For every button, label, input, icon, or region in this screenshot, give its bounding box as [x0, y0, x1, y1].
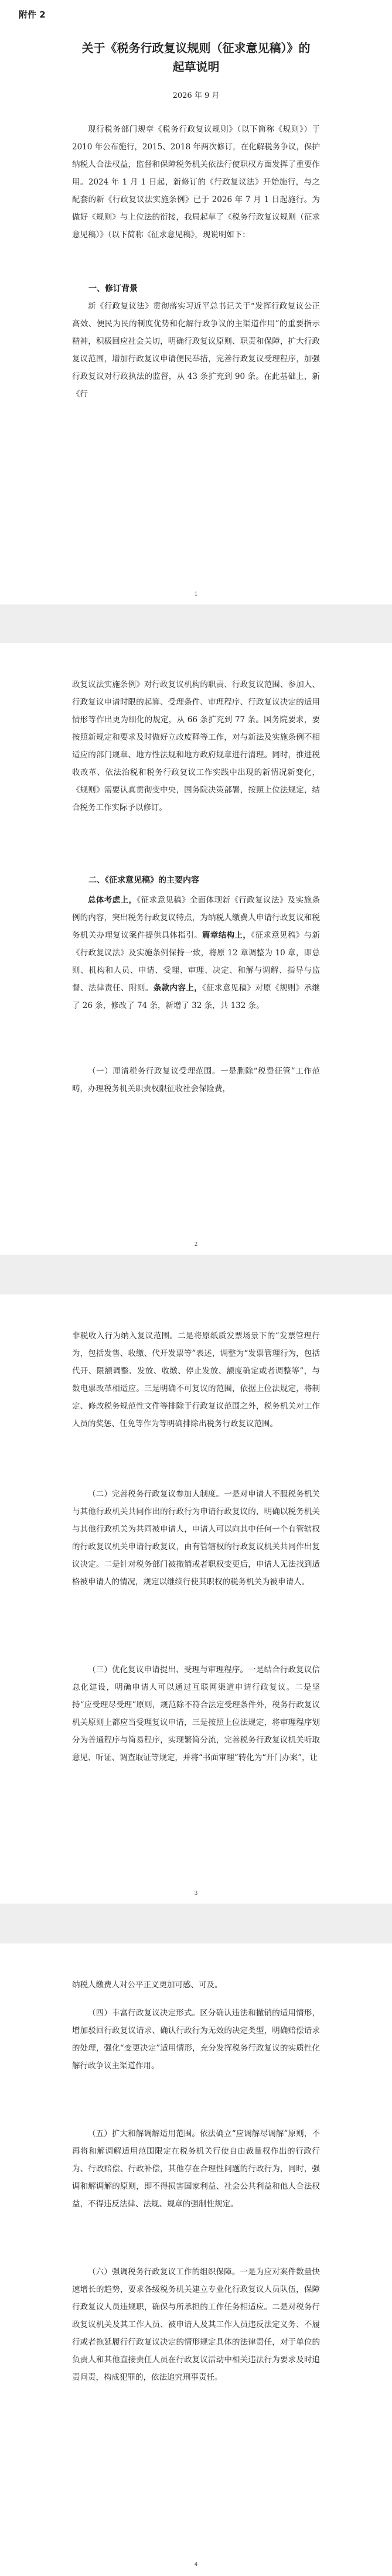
item-6-paragraph: （六）强调税务行政复议工作的组织保障。一是为应对案件数量快速增长的趋势，要求各级税务机关建立专业化行政复议人员队伍，保障行政复议人员违规职，确保与所承担的工作任务相适应。二是对税务行政复议机关及其工作人员、被申请人及其工作人员违反法定义务、不履行或者拖延履行行政复议决定的情形规定具体的法律责任，对于单位的负责人和其他直接责任人员在行政复议活动中相关违法行为要求及时追责问责，构成犯罪的，依法追究刑事责任。: [72, 2267, 320, 2382]
page-gap: [0, 1904, 392, 1943]
attachment-label: 附件 2: [19, 9, 46, 20]
background-paragraph-part-2: 政复议法实施条例》对行政复议机构的职责、行政复议范围、参加人、行政复议申请时限的起算、受理条件、审理程序、行政复议决定的适用情形等作出更为细化的规定，从 66 条扩充到 77 条。国务院要求，要按照新规定和要求及时做好立改废释等工作，对与新法及实施条例不相适应的部门规章、地方性法规和地方政府规章进行清理。同时，推进税收改革、依法治税和税务行政复议工作实践中出现的新情况新变化，《规则》需要认真贯彻变中央，国务院决策部署，按照上位法规定，结合税务工作实际予以修订。: [72, 680, 320, 812]
item-2-paragraph: （二）完善税务行政复议参加人制度。一是对申请人不服税务机关与其他行政机关共同作出的行政行为申请行政复议的，明确以税务机关与其他行政机关为共同被申请人，申请人可以向其中任何一个有管辖权的行政复议机关申请行政复议，由有管辖权的行政复议机关共同作出复议决定。二是针对税务部门被撤销或者职权变更后，申请人无法找到适格被申请人的情况，规定以继续行使其职权的税务机关为被申请人。: [72, 1489, 320, 1587]
item-3-paragraph-part-2: 纳税人缴费人对公平正义更加可感、可及。: [72, 1980, 223, 1990]
structure-label: 篇章结构上，: [202, 931, 251, 940]
intro-paragraph: 现行税务部门规章《税务行政复议规则》（以下简称《规则》）于 2010 年公布施行，2015、2018 年两次修订，在化解税务争议，保护纳税人合法权益，监督和保障税务机关依法行使职权方面发挥了重要作用。2024 年 1 月 1 日起，新修订的《行政复议法》开始施行，与之配套的新《行政复议法实施条例》已于 2026 年 7 月 1 日起施行。为做好《规则》与上位法的衔接，我局起草了《税务行政复议规则（征求意见稿）》（以下简称《征求意见稿》，现说明如下：: [72, 125, 320, 240]
overall-label: 总体考虑上，: [88, 896, 137, 905]
document-date: 2026 年 9 月: [172, 91, 220, 100]
item-1-paragraph-part-1: （一）厘清税务行政复议受理范围。一是删除“税费征管”工作范畴，办理税务机关职责权限征收社会保险费，: [72, 1067, 320, 1094]
content-text: 《征求意见稿》对原《规则》承继了 26 条，修改了 74 条，新增了 32 条，共 132 条。: [72, 983, 320, 1010]
document-page-2: [0, 643, 392, 1255]
content-label: 条款内容上，: [153, 983, 202, 993]
document-title-line-2: 起草说明: [172, 60, 220, 74]
section-heading-background: 一、修订背景: [88, 284, 138, 293]
overall-consideration-paragraph: [72, 891, 320, 1014]
item-4-paragraph: （四）丰富行政复议决定形式。区分确认违法和撤销的适用情形，增加驳回行政复议请求、确认行政行为无效的决定类型，明确赔偿请求的处理，强化“变更决定”适用情形，充分发挥税务行政复议的实质性化解行政争议主渠道作用。: [72, 2008, 320, 2071]
document-page-1: [0, 0, 392, 604]
page-number: 1: [194, 592, 198, 597]
page-number: 3: [194, 1891, 198, 1897]
item-1-paragraph-part-2: 非税收入行为纳入复议范围。二是将原纸质发票场景下的“发票管理行为，包括发售、收缴、代开发票等”表述，调整为“发票管理行为，包括代开、限额调整、发放、收缴、停止发放、额度确定或者调整等”，与数电票改革相适应。三是明确不可复议的范围，依据上位法规定，将制定、修改税务规范性文件等排除于行政复议范围之外，税务机关对工作人员的奖惩、任免等作为等明确排除出税务行政复议范围。: [72, 1331, 320, 1429]
item-3-paragraph-part-1: （三）优化复议申请提出、受理与审理程序。一是结合行政复议信息化建设，明确申请人可以通过互联网渠道申请行政复议。二是坚持“应受理尽受理”原则，规范除不符合法定受理条件外，税务行政复议机关原则上都应当受理复议申请，三是按照上位法规定，将审理程序划分为普通程序与简易程序，实现繁简分流，完善税务行政复议机关听取意见、听证、调查取证等规定，并将“书面审理”转化为“开门办案”，让: [72, 1665, 320, 1762]
page-gap: [0, 604, 392, 643]
document-page-4: [0, 1943, 392, 2576]
page-gap: [0, 1255, 392, 1294]
section-heading-main-content: 二、《征求意见稿》的主要内容: [88, 876, 199, 885]
page-number: 4: [194, 2562, 198, 2568]
background-paragraph-part-1: 新《行政复议法》贯彻落实习近平总书记关于“发挥行政复议公正高效、便民为民的制度优势和化解行政争议的主渠道作用”的重要指示精神，积极回应社会关切，明确行政复议原则、职责和保障，扩大行政复议范围，增加行政复议申请便民举措，完善行政复议受理程序，加强行政复议对行政执法的监督，从 43 条扩充到 90 条。在此基础上，新《行: [72, 302, 320, 399]
structure-text: 《征求意见稿》与新《行政复议法》及实施条例保持一致，将原 12 章调整为 10 章，即总则、机构和人员、申请、受理、审理、决定、和解与调解、指导与监督、法律责任、附则。: [72, 931, 320, 993]
item-5-paragraph: （五）扩大和解调解适用范围。依法确立“应调解尽调解”原则，不再将和解调解适用范围限定在税务机关行使自由裁量权作出的行政行为、行政赔偿、行政补偿，其他存在合理性问题的行政行为，同时，强调和解调解的原则，即不得损害国家利益、社会公共利益和他人合法权益，不得违反法律、法规、规章的强制性规定。: [72, 2129, 320, 2209]
overall-text: 《征求意见稿》全面体现新《行政复议法》及实施条例的内容，突出税务行政复议特点，为纳税人缴费人申请行政复议和税务机关办理复议案件提供具体指引。: [72, 896, 321, 940]
page-number: 2: [194, 1242, 198, 1248]
document-page-3: [0, 1294, 392, 1904]
document-title-line-1: 关于《税务行政复议规则（征求意见稿）》的: [81, 41, 311, 55]
